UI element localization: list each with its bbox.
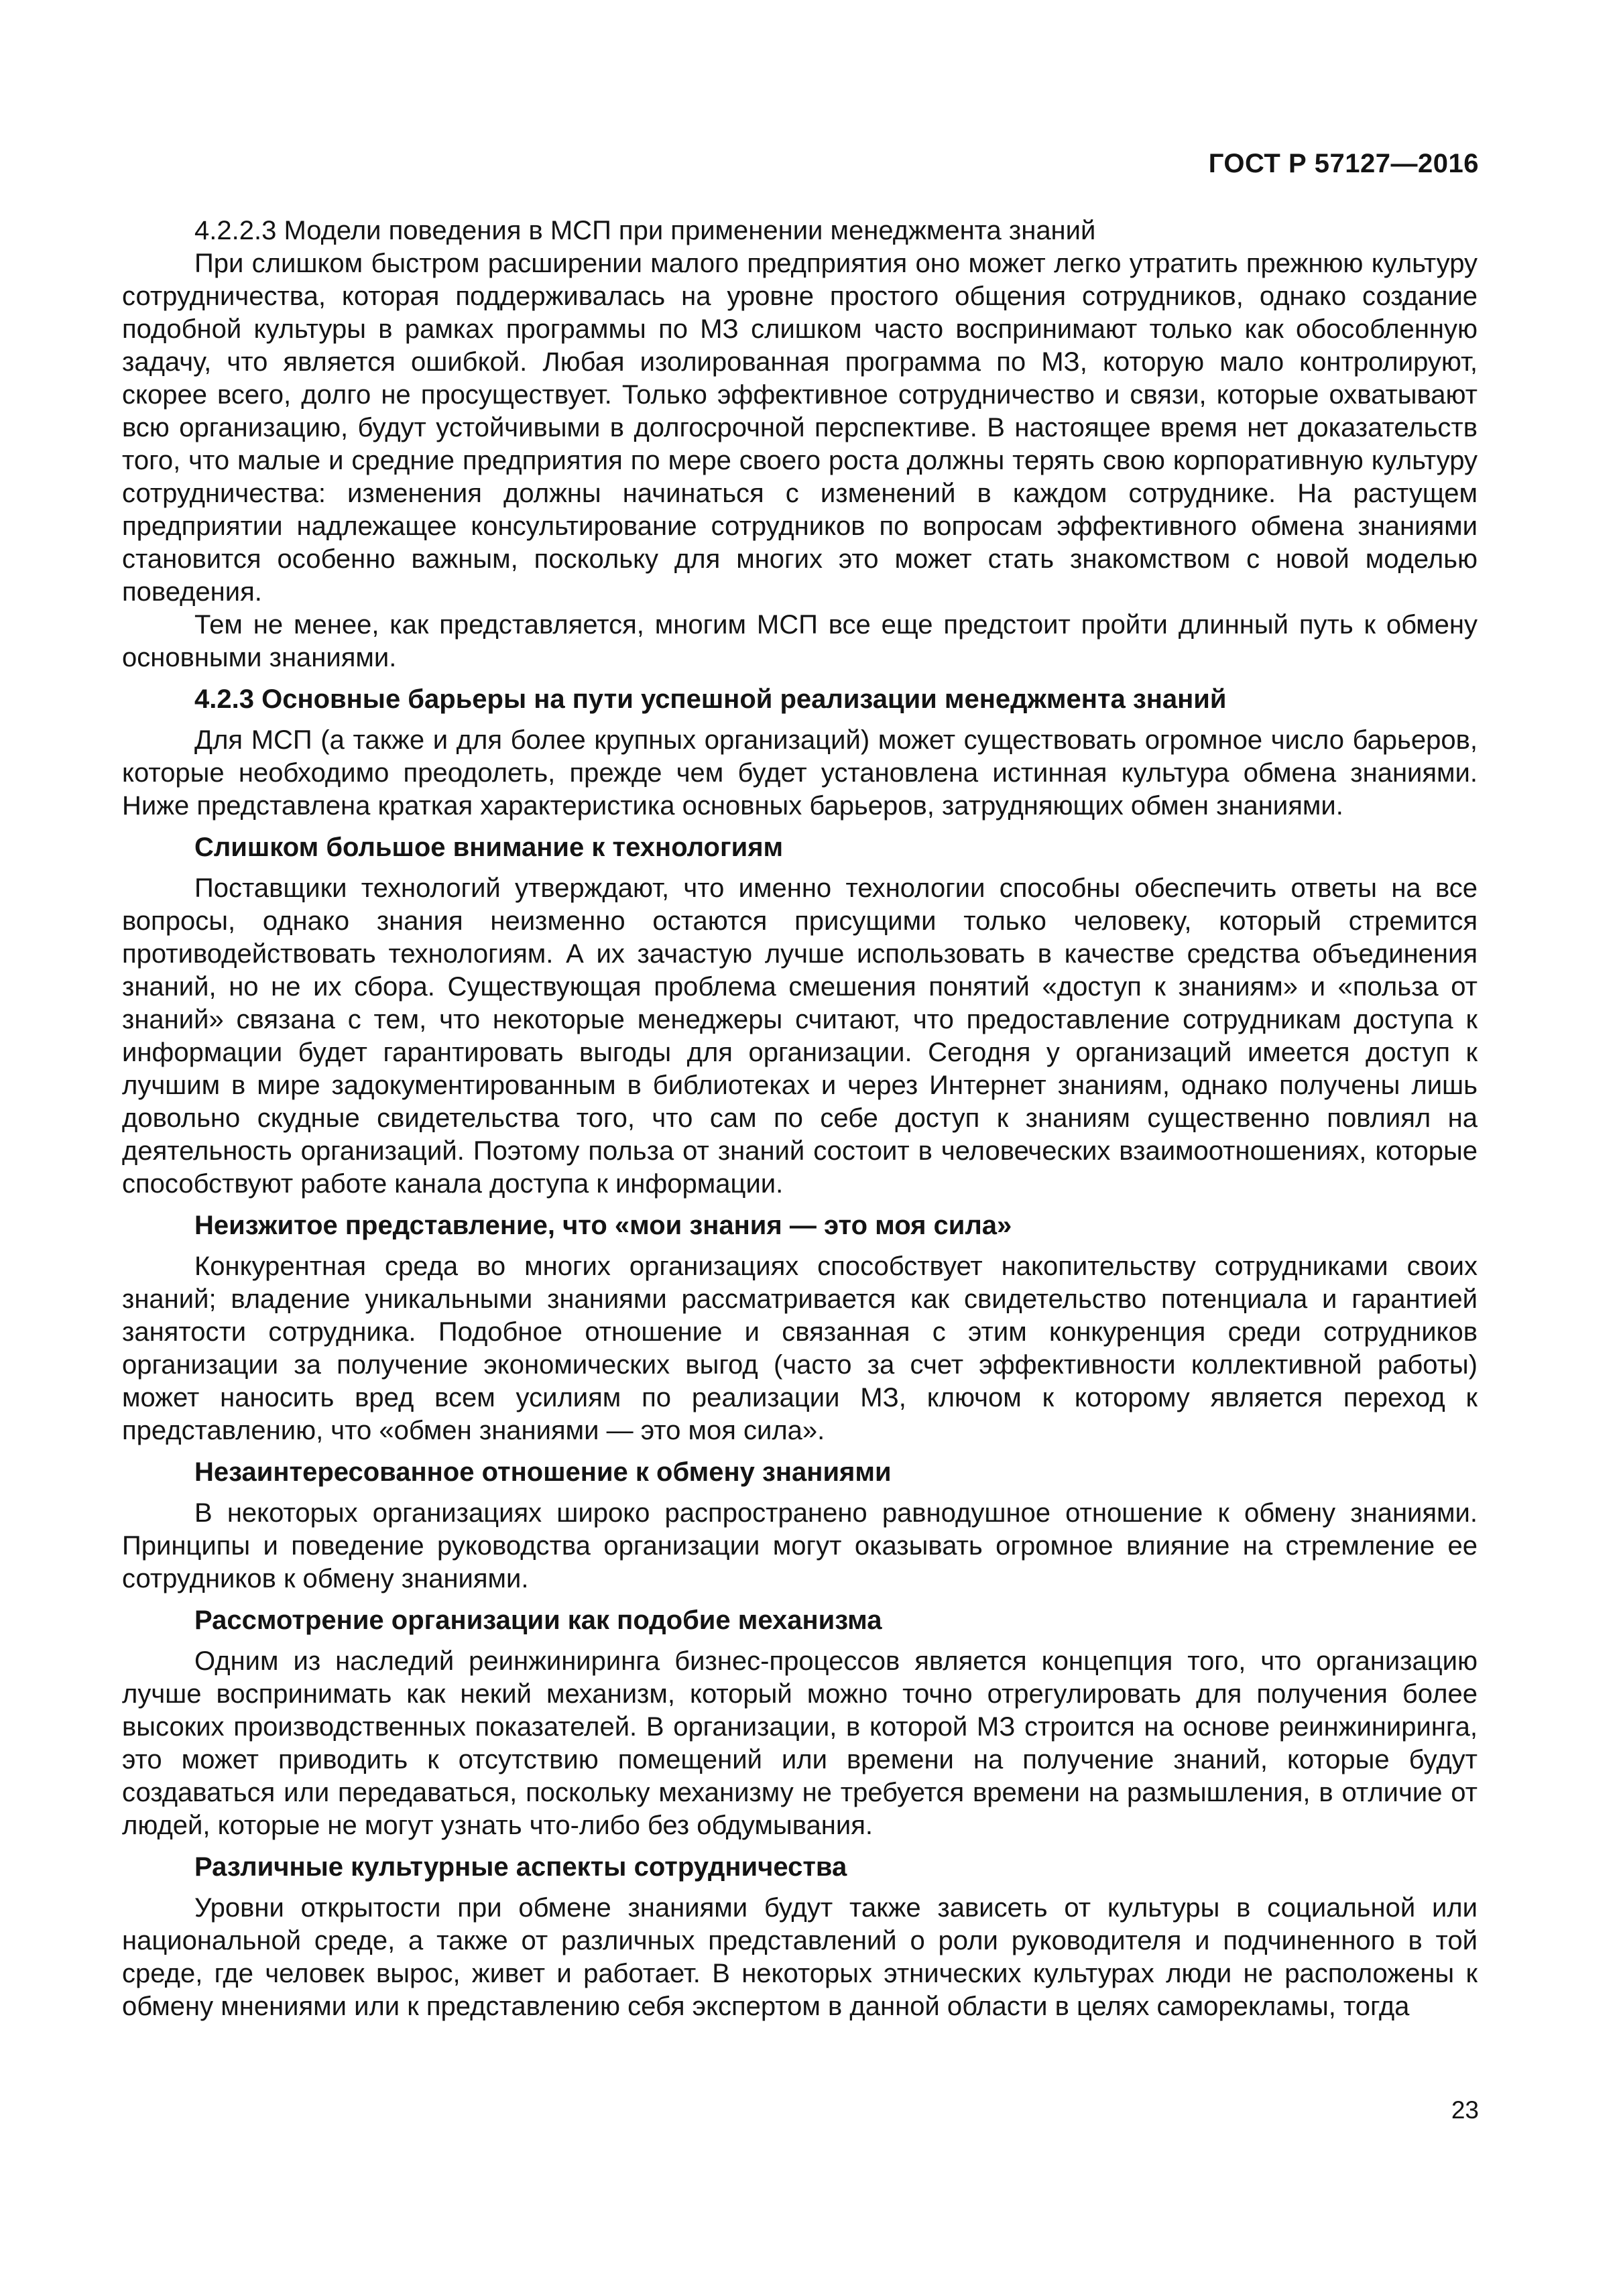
barrier-knowledge-power-heading: Неизжитое представление, что «мои знания — это моя сила» xyxy=(194,1211,1012,1240)
page-body xyxy=(122,215,1478,2023)
barrier-indifference-text: В некоторых организациях широко распространено равнодушное отношение к обмену знаниями. Принципы и поведение руководства организации могут оказывать огромное влияние на стремление ее сотрудников к обмену знаниями. xyxy=(122,1498,1478,1593)
barrier-indifference-heading: Незаинтересованное отношение к обмену знаниями xyxy=(194,1457,892,1487)
barrier-technology-heading: Слишком большое внимание к технологиям xyxy=(194,833,784,862)
section-423-heading: 4.2.3 Основные барьеры на пути успешной реализации менеджмента знаний xyxy=(194,684,1227,714)
barrier-knowledge-power-text: Конкурентная среда во многих организациях способствует накопительству сотрудниками своих знаний; владение уникальными знаниями рассматривается как свидетельство потенциала и гарантией занятости сотрудника. Подобное отношение и связанная с этим конкуренция среди сотрудников организации за получение экономических выгод (часто за счет эффективности коллективной работы) может наносить вред всем усилиям по реализации МЗ, ключом к которому является переход к представлению, что «обмен знаниями — это моя сила». xyxy=(122,1252,1478,1445)
barrier-mechanism-heading: Рассмотрение организации как подобие механизма xyxy=(194,1606,882,1635)
subsection-4223-paragraph-1: При слишком быстром расширении малого предприятия оно может легко утратить прежнюю культуру сотрудничества, которая поддерживалась на уровне простого общения сотрудников, однако создание подобной культуры в рамках программы по МЗ слишком часто воспринимают только как обособленную задачу, что является ошибкой. Любая изолированная программа по МЗ, которую мало контролируют, скорее всего, долго не просуществует. Только эффективное сотрудничество и связи, которые охватывают всю организацию, будут устойчивыми в долгосрочной перспективе. В настоящее время нет доказательств того, что малые и средние предприятия по мере своего роста должны терять свою корпоративную культуру сотрудничества: изменения должны начинаться с изменений в каждом сотруднике. На растущем предприятии надлежащее консультирование сотрудников по вопросам эффективного обмена знаниями становится особенно важным, поскольку для многих это может стать знакомством с новой моделью поведения. xyxy=(122,249,1478,607)
barrier-culture-text: Уровни открытости при обмене знаниями будут также зависеть от культуры в социальной или национальной среде, а также от различных представлений о роли руководителя и подчиненного в той среде, где человек вырос, живет и работает. В некоторых этнических культурах люди не расположены к обмену мнениями или к представлению себя экспертом в данной области в целях саморекламы, тогда xyxy=(122,1893,1478,2021)
section-423-intro: Для МСП (а также и для более крупных организаций) может существовать огромное число барьеров, которые необходимо преодолеть, прежде чем будет установлена истинная культура обмена знаниями. Ниже представлена краткая характеристика основных барьеров, затрудняющих обмен знаниями. xyxy=(122,725,1478,821)
barrier-technology-text: Поставщики технологий утверждают, что именно технологии способны обеспечить ответы на все вопросы, однако знания неизменно остаются присущими только человеку, который стремится противодействовать технологиям. А их зачастую лучше использовать в качестве средства объединения знаний, но не их сбора. Существующая проблема смешения понятий «доступ к знаниям» и «польза от знаний» связана с тем, что некоторые менеджеры считают, что предоставление сотрудникам доступа к информации будет гарантировать выгоды для организации. Сегодня у организаций имеется доступ к лучшим в мире задокументированным в библиотеках и через Интернет знаниям, однако получены лишь довольно скудные свидетельства того, что сам по себе доступ к знаниям существенно повлиял на деятельность организаций. Поэтому польза от знаний состоит в человеческих взаимоотношениях, которые способствуют работе канала доступа к информации. xyxy=(122,873,1478,1199)
barrier-mechanism-text: Одним из наследий реинжиниринга бизнес-процессов является концепция того, что организацию лучше воспринимать как некий механизм, который можно точно отрегулировать для получения более высоких производственных показателей. В организации, в которой МЗ строится на основе реинжиниринга, это может приводить к отсутствию помещений или времени на получение знаний, которые будут создаваться или передаваться, поскольку механизму не требуется времени на размышления, в отличие от людей, которые не могут узнать что-либо без обдумывания. xyxy=(122,1646,1478,1840)
barrier-culture-heading: Различные культурные аспекты сотрудничества xyxy=(194,1852,847,1882)
document-standard-number: ГОСТ Р 57127—2016 xyxy=(1208,149,1479,178)
subsection-4223-title: 4.2.2.3 Модели поведения в МСП при применении менеджмента знаний xyxy=(194,216,1096,245)
page-number: 23 xyxy=(1451,2096,1479,2124)
subsection-4223-paragraph-2: Тем не менее, как представляется, многим МСП все еще предстоит пройти длинный путь к обмену основными знаниями. xyxy=(122,610,1478,672)
